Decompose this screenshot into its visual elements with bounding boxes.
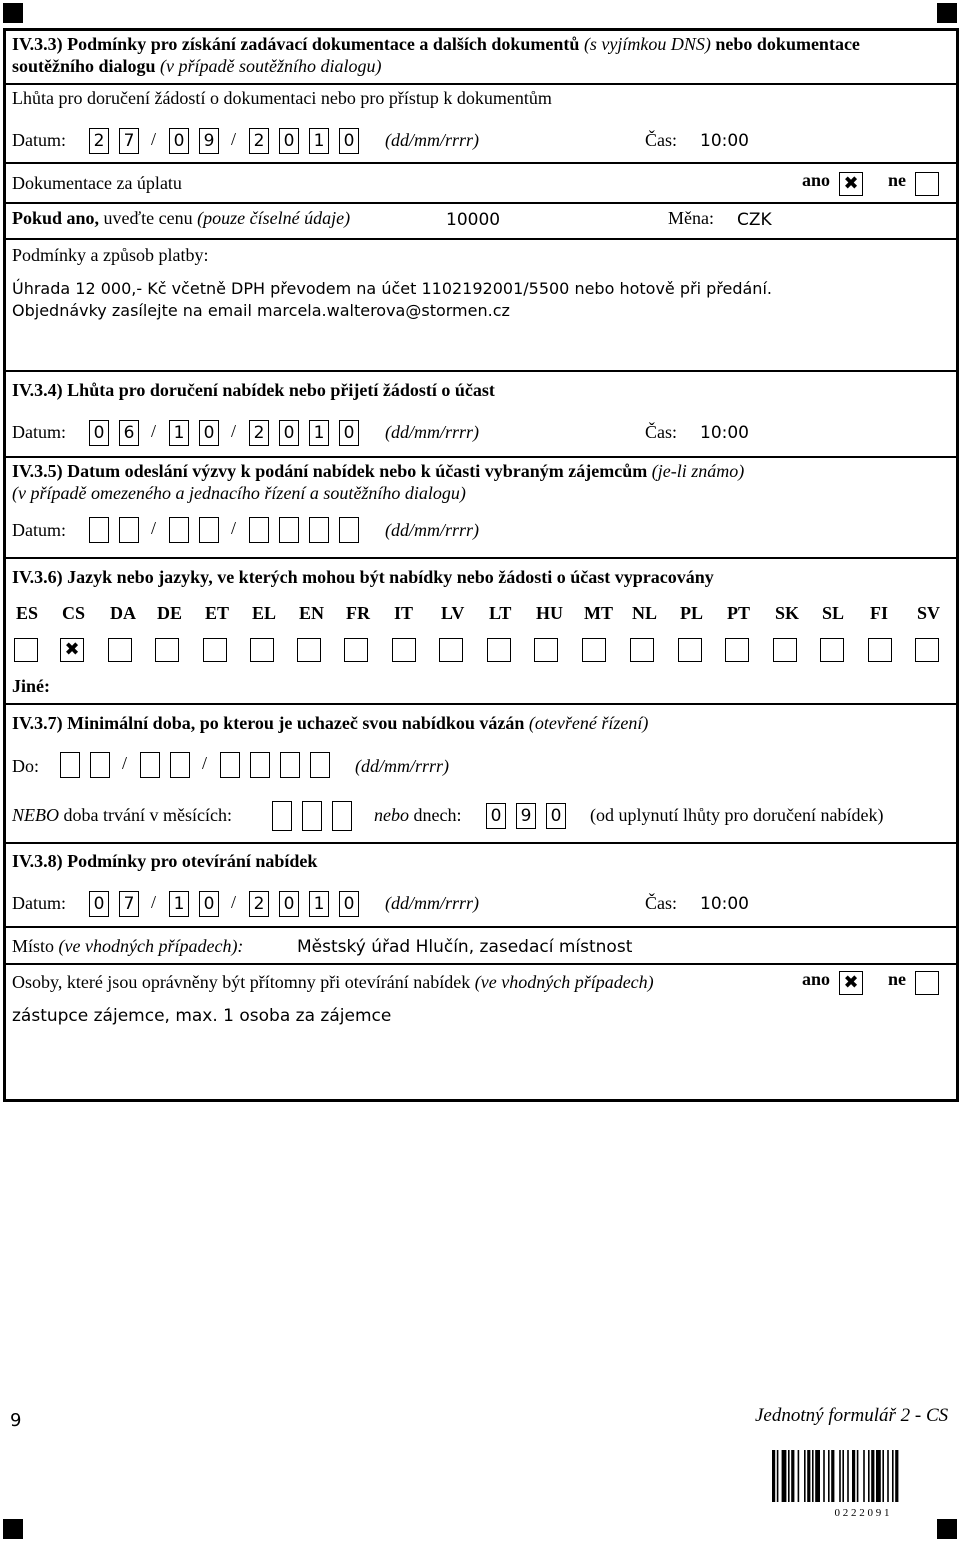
date-format-hint: (dd/mm/rrrr): [385, 422, 480, 442]
language-checkbox-nl[interactable]: [630, 638, 654, 662]
date-digit-box[interactable]: 1: [309, 128, 329, 154]
day-digit-box[interactable]: 0: [546, 803, 566, 829]
barcode-bar: [831, 1450, 834, 1502]
section-338-title: IV.3.8) Podmínky pro otevírání nabídek: [12, 851, 318, 871]
language-checkbox-sl[interactable]: [820, 638, 844, 662]
date-digit-box[interactable]: [140, 752, 160, 778]
language-checkbox-pt[interactable]: [725, 638, 749, 662]
divider: [6, 162, 956, 164]
language-checkbox-lt[interactable]: [487, 638, 511, 662]
persons-label: Osoby, které jsou oprávněny být přítomny při otevírání nabídek (ve vhodných případech): [12, 972, 654, 992]
date-digit-box[interactable]: 9: [199, 128, 219, 154]
date-digit-box[interactable]: 0: [89, 420, 109, 446]
section-336-title: IV.3.6) Jazyk nebo jazyky, ve kterých mohou být nabídky nebo žádosti o účast vypracovány: [12, 567, 714, 587]
divider: [6, 963, 956, 965]
payment-terms-line-1: Úhrada 12 000,- Kč včetně DPH převodem na účet 1102192001/5500 nebo hotově při předání.: [12, 279, 772, 298]
date-digit-box[interactable]: 7: [119, 128, 139, 154]
language-checkbox-hu[interactable]: [534, 638, 558, 662]
date-digit-box[interactable]: [119, 517, 139, 543]
no-label: ne: [888, 969, 906, 989]
time-value: 10:00: [700, 423, 749, 443]
date-separator: /: [151, 129, 157, 149]
date-digit-box[interactable]: 2: [249, 128, 269, 154]
language-checkbox-pl[interactable]: [678, 638, 702, 662]
language-code-de: DE: [157, 603, 183, 623]
date-digit-box[interactable]: 0: [339, 420, 359, 446]
language-checkbox-lv[interactable]: [439, 638, 463, 662]
language-checkbox-it[interactable]: [392, 638, 416, 662]
date-digit-box[interactable]: [169, 517, 189, 543]
to-label: Do:: [12, 756, 39, 776]
no-checkbox[interactable]: [915, 172, 939, 196]
date-digit-box[interactable]: 1: [169, 420, 189, 446]
barcode-bar: [857, 1450, 859, 1502]
date-separator: /: [151, 518, 157, 538]
date-digit-box[interactable]: [89, 517, 109, 543]
section-333-title: IV.3.3) Podmínky pro získání zadávací dokumentace a dalších dokumentů (s vyjímkou DNS) nebo dokumentace: [12, 34, 860, 54]
date-separator: /: [231, 421, 237, 441]
barcode-bar: [868, 1450, 870, 1502]
barcode-bar: [847, 1450, 849, 1502]
divider: [6, 456, 956, 458]
no-checkbox[interactable]: [915, 971, 939, 995]
date-digit-box[interactable]: 0: [279, 420, 299, 446]
month-digit-box[interactable]: [332, 801, 352, 831]
divider: [6, 703, 956, 705]
barcode-bar: [798, 1450, 800, 1502]
barcode-bar: [788, 1450, 790, 1502]
language-checkbox-mt[interactable]: [582, 638, 606, 662]
date-format-hint: (dd/mm/rrrr): [385, 130, 480, 150]
currency-label: Měna:: [668, 208, 714, 228]
date-digit-box[interactable]: [220, 752, 240, 778]
barcode-bar: [876, 1450, 881, 1502]
language-code-cs: CS: [62, 603, 86, 623]
barcode-bar: [895, 1450, 898, 1502]
place-value: Městský úřad Hlučín, zasedací místnost: [297, 937, 633, 957]
date-digit-box[interactable]: 1: [309, 420, 329, 446]
barcode-bar: [839, 1450, 841, 1502]
language-code-fr: FR: [346, 603, 370, 623]
corner-mark-bottom-left: [3, 1519, 23, 1539]
barcode-bar: [823, 1450, 825, 1502]
barcode-bar: [782, 1450, 787, 1502]
section-335-subtitle: (v případě omezeného a jednacího řízení a soutěžního dialogu): [12, 483, 466, 503]
barcode-bar: [887, 1450, 889, 1502]
date-separator: /: [151, 892, 157, 912]
page-number: 9: [10, 1410, 22, 1431]
language-code-lv: LV: [441, 603, 465, 623]
language-code-it: IT: [394, 603, 414, 623]
language-code-sl: SL: [822, 603, 845, 623]
language-checkbox-da[interactable]: [108, 638, 132, 662]
language-checkbox-fi[interactable]: [868, 638, 892, 662]
date-digit-box[interactable]: 2: [89, 128, 109, 154]
price-label: Pokud ano, uveďte cenu (pouze číselné údaje): [12, 208, 351, 228]
language-code-mt: MT: [584, 603, 613, 623]
time-label: Čas:: [645, 893, 678, 913]
date-digit-box[interactable]: [60, 752, 80, 778]
date-separator: /: [122, 753, 128, 773]
date-label: Datum:: [12, 422, 66, 442]
date-digit-box[interactable]: [170, 752, 190, 778]
language-code-hu: HU: [536, 603, 563, 623]
payment-terms-label: Podmínky a způsob platby:: [12, 245, 209, 265]
paid-documentation-label: Dokumentace za úplatu: [12, 173, 182, 193]
date-digit-box[interactable]: 2: [249, 891, 269, 917]
language-code-et: ET: [205, 603, 230, 623]
section-337-title: IV.3.7) Minimální doba, po kterou je uchazeč svou nabídkou vázán (otevřené řízení): [12, 713, 649, 733]
date-digit-box[interactable]: [199, 517, 219, 543]
date-digit-box[interactable]: 0: [279, 891, 299, 917]
divider: [6, 370, 956, 372]
yes-label: ano: [802, 170, 831, 190]
date-label: Datum:: [12, 520, 66, 540]
date-format-hint: (dd/mm/rrrr): [385, 520, 480, 540]
barcode-bar: [882, 1450, 884, 1502]
language-code-da: DA: [110, 603, 136, 623]
date-separator: /: [231, 892, 237, 912]
divider: [6, 83, 956, 85]
language-code-el: EL: [252, 603, 277, 623]
barcode-bar: [777, 1450, 779, 1502]
month-digit-box[interactable]: [272, 801, 292, 831]
date-digit-box[interactable]: 0: [89, 891, 109, 917]
days-note: (od uplynutí lhůty pro doručení nabídek): [590, 805, 884, 825]
section-334-title: IV.3.4) Lhůta pro doručení nabídek nebo přijetí žádostí o účast: [12, 380, 495, 400]
language-code-pl: PL: [680, 603, 704, 623]
date-label: Datum:: [12, 893, 66, 913]
date-digit-box[interactable]: 6: [119, 420, 139, 446]
date-label: Datum:: [12, 130, 66, 150]
day-digit-box[interactable]: 0: [486, 803, 506, 829]
no-label: ne: [888, 170, 906, 190]
language-checkbox-sk[interactable]: [773, 638, 797, 662]
date-digit-box[interactable]: 0: [199, 891, 219, 917]
barcode-bar: [892, 1450, 894, 1502]
language-checkbox-fr[interactable]: [344, 638, 368, 662]
language-code-es: ES: [16, 603, 39, 623]
date-separator: /: [202, 753, 208, 773]
months-label: NEBO doba trvání v měsících:: [12, 805, 232, 825]
language-code-pt: PT: [727, 603, 751, 623]
days-label: nebo dnech:: [374, 805, 462, 825]
currency-value: CZK: [737, 210, 772, 230]
barcode-number: 0 2 2 2 0 9 1: [834, 1507, 890, 1519]
form-name: Jednotný formulář 2 - CS: [755, 1405, 949, 1426]
other-language-label: Jiné:: [12, 676, 50, 696]
date-digit-box[interactable]: [90, 752, 110, 778]
date-digit-box[interactable]: 2: [249, 420, 269, 446]
yes-checkbox[interactable]: ✖: [839, 172, 863, 196]
language-checkbox-es[interactable]: [14, 638, 38, 662]
corner-mark-top-left: [3, 3, 23, 23]
yes-label: ano: [802, 969, 831, 989]
language-checkbox-el[interactable]: [250, 638, 274, 662]
place-label: Místo (ve vhodných případech):: [12, 936, 244, 956]
section-333-title-line2: soutěžního dialogu (v případě soutěžního dialogu): [12, 56, 382, 76]
time-label: Čas:: [645, 422, 678, 442]
section-333-subtitle: Lhůta pro doručení žádostí o dokumentaci nebo pro přístup k dokumentům: [12, 88, 552, 108]
date-digit-box[interactable]: [309, 517, 329, 543]
date-format-hint: (dd/mm/rrrr): [355, 756, 450, 776]
language-checkbox-de[interactable]: [155, 638, 179, 662]
divider: [6, 842, 956, 844]
month-digit-box[interactable]: [302, 801, 322, 831]
date-digit-box[interactable]: 7: [119, 891, 139, 917]
barcode-bar: [807, 1450, 810, 1502]
barcode-bar: [871, 1450, 874, 1502]
language-code-nl: NL: [632, 603, 658, 623]
date-digit-box[interactable]: 0: [339, 891, 359, 917]
date-digit-box[interactable]: [280, 752, 300, 778]
language-checkbox-cs[interactable]: ✖: [60, 638, 84, 662]
language-code-sv: SV: [917, 603, 941, 623]
date-digit-box[interactable]: [250, 752, 270, 778]
date-digit-box[interactable]: 0: [279, 128, 299, 154]
corner-mark-top-right: [937, 3, 957, 23]
section-335-title: IV.3.5) Datum odeslání výzvy k podání nabídek nebo k účasti vybraným zájemcům (je-li známo): [12, 461, 745, 481]
day-digit-box[interactable]: 9: [516, 803, 536, 829]
barcode-bar: [842, 1450, 844, 1502]
barcode-bar: [772, 1450, 775, 1502]
barcode-bar: [804, 1450, 806, 1502]
date-digit-box[interactable]: [339, 517, 359, 543]
barcode-bar: [852, 1450, 855, 1502]
divider: [6, 926, 956, 928]
language-checkbox-et[interactable]: [203, 638, 227, 662]
date-digit-box[interactable]: [279, 517, 299, 543]
divider: [6, 202, 956, 204]
barcode: [772, 1450, 952, 1520]
persons-value: zástupce zájemce, max. 1 osoba za zájemce: [12, 1006, 392, 1026]
date-separator: /: [231, 518, 237, 538]
time-label: Čas:: [645, 130, 678, 150]
divider: [6, 557, 956, 559]
date-digit-box[interactable]: 1: [169, 891, 189, 917]
date-digit-box[interactable]: [310, 752, 330, 778]
language-code-en: EN: [299, 603, 325, 623]
barcode-bar: [863, 1450, 865, 1502]
time-value: 10:00: [700, 131, 749, 151]
date-separator: /: [151, 421, 157, 441]
language-checkbox-en[interactable]: [297, 638, 321, 662]
date-digit-box[interactable]: 0: [339, 128, 359, 154]
divider: [6, 238, 956, 240]
date-separator: /: [231, 129, 237, 149]
barcode-bar: [812, 1450, 814, 1502]
barcode-bar: [815, 1450, 820, 1502]
date-digit-box[interactable]: 0: [199, 420, 219, 446]
price-value: 10000: [446, 210, 501, 230]
date-digit-box[interactable]: 0: [169, 128, 189, 154]
date-digit-box[interactable]: [249, 517, 269, 543]
language-code-lt: LT: [489, 603, 512, 623]
language-checkbox-sv[interactable]: [915, 638, 939, 662]
date-format-hint: (dd/mm/rrrr): [385, 893, 480, 913]
barcode-bar: [791, 1450, 794, 1502]
barcode-bar: [828, 1450, 830, 1502]
language-code-fi: FI: [870, 603, 888, 623]
time-value: 10:00: [700, 894, 749, 914]
payment-terms-line-2: Objednávky zasílejte na email marcela.walterova@stormen.cz: [12, 301, 510, 320]
date-digit-box[interactable]: 1: [309, 891, 329, 917]
corner-mark-bottom-right: [937, 1519, 957, 1539]
yes-checkbox[interactable]: ✖: [839, 971, 863, 995]
language-code-sk: SK: [775, 603, 800, 623]
barcode-bars: [772, 1450, 898, 1502]
